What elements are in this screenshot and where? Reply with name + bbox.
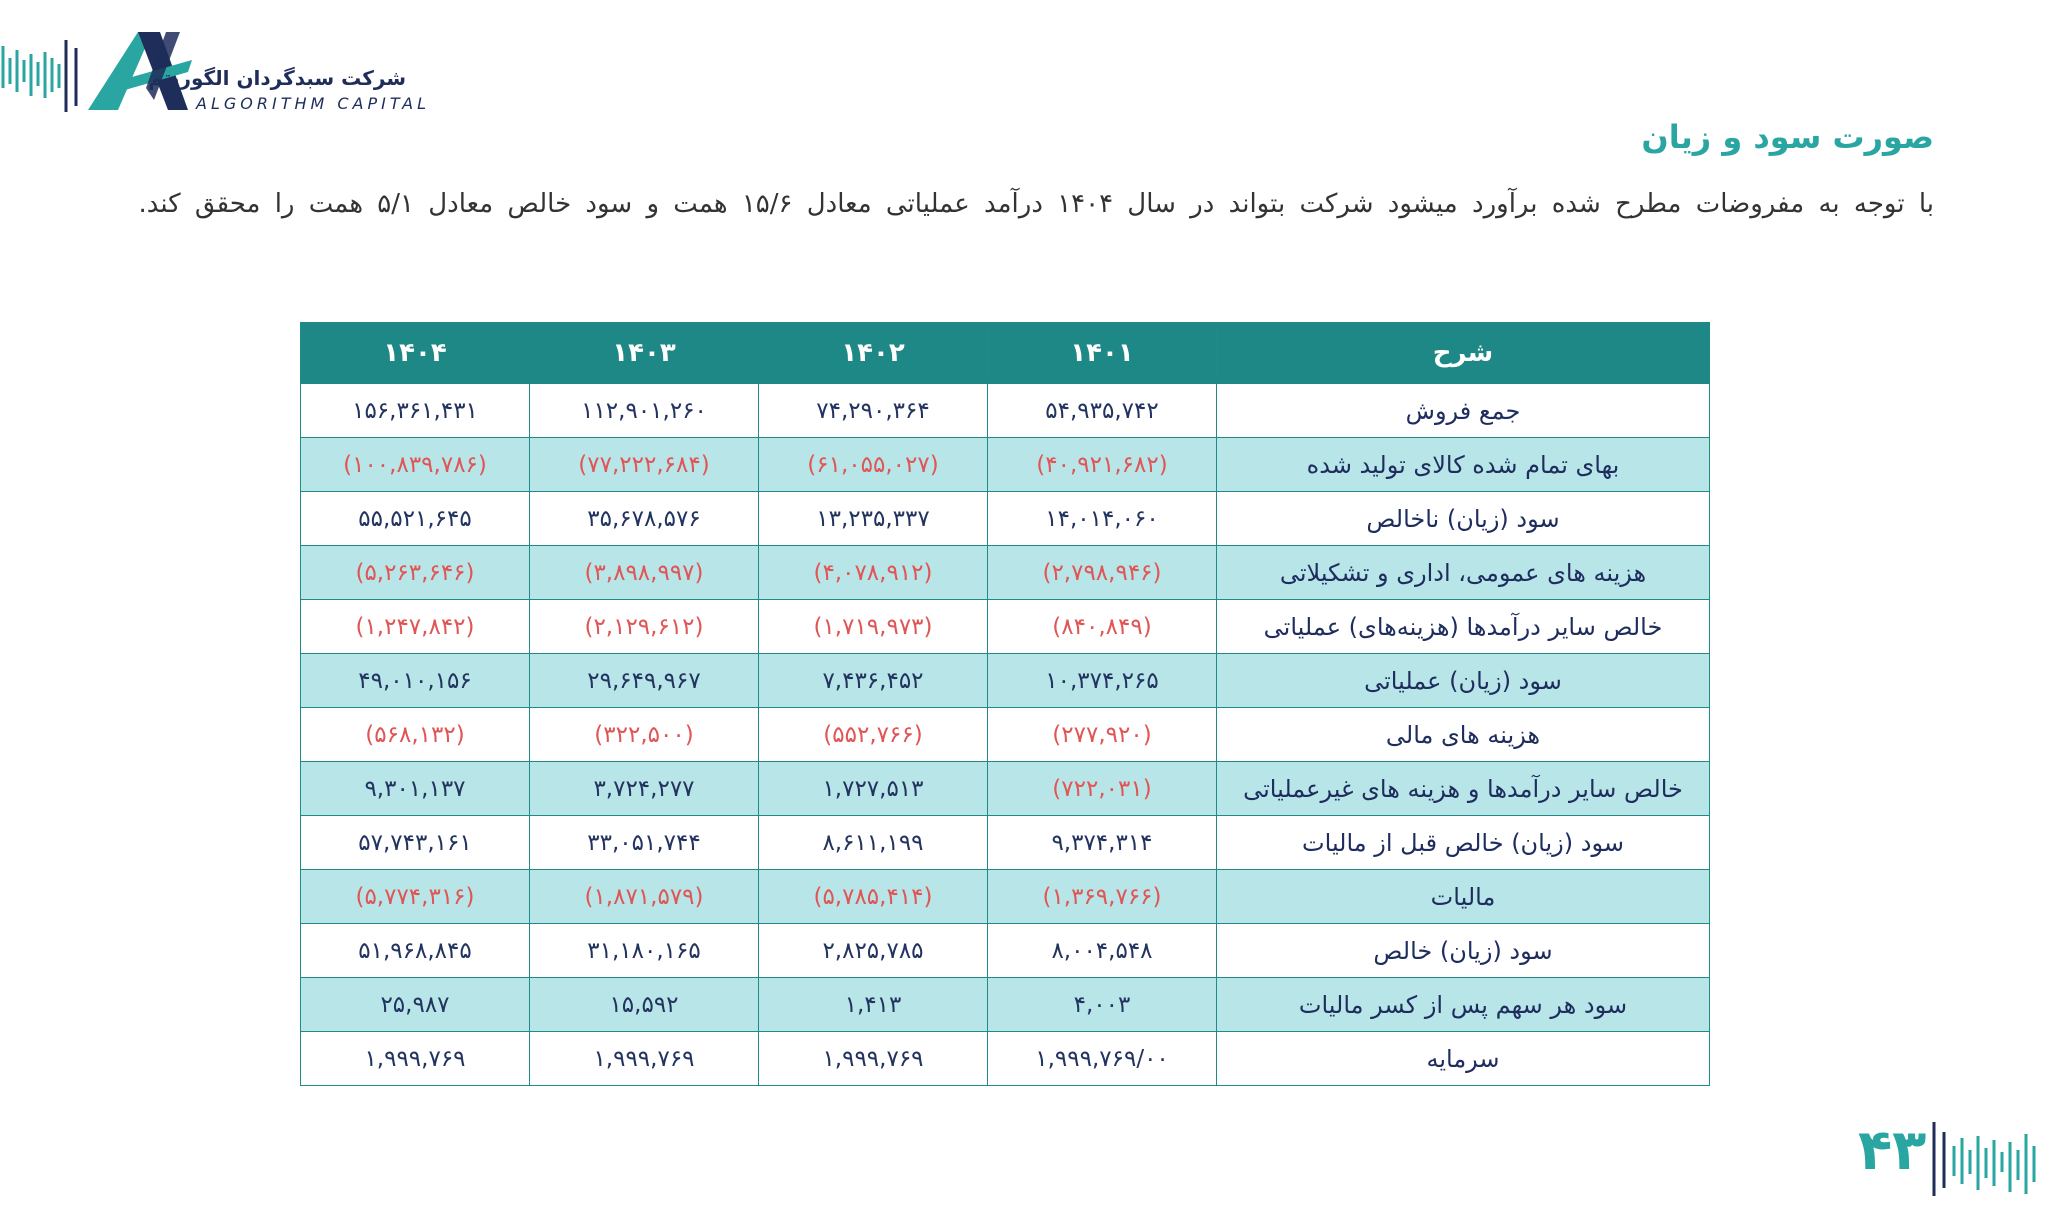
row-value: (۵۵۲,۷۶۶) bbox=[759, 708, 988, 762]
row-value: (۷۷,۲۲۲,۶۸۴) bbox=[530, 438, 759, 492]
row-value: (۷۲۲,۰۳۱) bbox=[988, 762, 1217, 816]
sound-bars-icon bbox=[1930, 1120, 2045, 1200]
table-row bbox=[301, 546, 1710, 600]
table-row bbox=[301, 816, 1710, 870]
row-value: (۴۰,۹۲۱,۶۸۲) bbox=[988, 438, 1217, 492]
row-value: ۲۹,۶۴۹,۹۶۷ bbox=[530, 654, 759, 708]
company-name-en: ALGORITHM CAPITAL bbox=[196, 94, 431, 113]
row-label: سود (زیان) ناخالص bbox=[1217, 492, 1710, 546]
row-value: ۷,۴۳۶,۴۵۲ bbox=[759, 654, 988, 708]
table-row bbox=[301, 1032, 1710, 1086]
table-header-row bbox=[301, 323, 1710, 384]
row-value: (۵,۷۷۴,۳۱۶) bbox=[301, 870, 530, 924]
row-value: (۱,۷۱۹,۹۷۳) bbox=[759, 600, 988, 654]
row-label: سود (زیان) عملیاتی bbox=[1217, 654, 1710, 708]
row-label: خالص سایر درآمدها و هزینه های غیرعملیاتی bbox=[1217, 762, 1710, 816]
header-year: ۱۴۰۳ bbox=[530, 323, 759, 384]
table-row bbox=[301, 978, 1710, 1032]
row-value: ۸,۶۱۱,۱۹۹ bbox=[759, 816, 988, 870]
row-label: جمع فروش bbox=[1217, 384, 1710, 438]
row-value: ۲,۸۲۵,۷۸۵ bbox=[759, 924, 988, 978]
page-number: ۴۳ bbox=[1858, 1118, 1927, 1183]
row-value: ۱۱۲,۹۰۱,۲۶۰ bbox=[530, 384, 759, 438]
table-row bbox=[301, 438, 1710, 492]
row-value: (۱,۳۶۹,۷۶۶) bbox=[988, 870, 1217, 924]
row-value: ۹,۳۰۱,۱۳۷ bbox=[301, 762, 530, 816]
row-value: ۱۳,۲۳۵,۳۳۷ bbox=[759, 492, 988, 546]
header-description: شرح bbox=[1217, 323, 1710, 384]
row-value: ۳۳,۰۵۱,۷۴۴ bbox=[530, 816, 759, 870]
row-value: ۱,۹۹۹,۷۶۹/۰۰ bbox=[988, 1032, 1217, 1086]
row-value: ۵۷,۷۴۳,۱۶۱ bbox=[301, 816, 530, 870]
table-row bbox=[301, 384, 1710, 438]
row-value: ۹,۳۷۴,۳۱۴ bbox=[988, 816, 1217, 870]
row-value: ۵۴,۹۳۵,۷۴۲ bbox=[988, 384, 1217, 438]
row-label: مالیات bbox=[1217, 870, 1710, 924]
table-row bbox=[301, 762, 1710, 816]
row-value: (۶۱,۰۵۵,۰۲۷) bbox=[759, 438, 988, 492]
row-value: (۵,۷۸۵,۴۱۴) bbox=[759, 870, 988, 924]
row-value: (۲۷۷,۹۲۰) bbox=[988, 708, 1217, 762]
row-value: ۱,۹۹۹,۷۶۹ bbox=[759, 1032, 988, 1086]
row-label: سرمایه bbox=[1217, 1032, 1710, 1086]
row-value: ۱۵,۵۹۲ bbox=[530, 978, 759, 1032]
table-row bbox=[301, 492, 1710, 546]
row-value: ۱,۹۹۹,۷۶۹ bbox=[530, 1032, 759, 1086]
row-value: ۸,۰۰۴,۵۴۸ bbox=[988, 924, 1217, 978]
sound-bars-icon bbox=[0, 36, 88, 114]
row-value: ۱,۹۹۹,۷۶۹ bbox=[301, 1032, 530, 1086]
row-label: سود (زیان) خالص قبل از مالیات bbox=[1217, 816, 1710, 870]
row-value: ۱,۴۱۳ bbox=[759, 978, 988, 1032]
row-value: (۸۴۰,۸۴۹) bbox=[988, 600, 1217, 654]
header-year: ۱۴۰۲ bbox=[759, 323, 988, 384]
company-logo bbox=[0, 30, 431, 120]
row-value: (۳۲۲,۵۰۰) bbox=[530, 708, 759, 762]
header-year: ۱۴۰۴ bbox=[301, 323, 530, 384]
table-row bbox=[301, 600, 1710, 654]
row-value: (۲,۷۹۸,۹۴۶) bbox=[988, 546, 1217, 600]
row-value: ۷۴,۲۹۰,۳۶۴ bbox=[759, 384, 988, 438]
row-value: ۴,۰۰۳ bbox=[988, 978, 1217, 1032]
intro-paragraph: با توجه به مفروضات مطرح شده برآورد میشود شرکت بتواند در سال ۱۴۰۴ درآمد عملیاتی معادل ۱۵/۶ همت و سود خالص معادل ۵/۱ همت را محقق کند. bbox=[138, 189, 1934, 219]
row-value: (۱۰۰,۸۳۹,۷۸۶) bbox=[301, 438, 530, 492]
page-title: صورت سود و زیان bbox=[1641, 118, 1934, 156]
row-value: ۲۵,۹۸۷ bbox=[301, 978, 530, 1032]
row-label: هزینه های عمومی، اداری و تشکیلاتی bbox=[1217, 546, 1710, 600]
row-value: ۱۰,۳۷۴,۲۶۵ bbox=[988, 654, 1217, 708]
row-value: (۲,۱۲۹,۶۱۲) bbox=[530, 600, 759, 654]
row-value: ۳,۷۲۴,۲۷۷ bbox=[530, 762, 759, 816]
row-value: ۳۵,۶۷۸,۵۷۶ bbox=[530, 492, 759, 546]
row-value: (۵,۲۶۳,۶۴۶) bbox=[301, 546, 530, 600]
row-value: (۱,۲۴۷,۸۴۲) bbox=[301, 600, 530, 654]
row-value: ۳۱,۱۸۰,۱۶۵ bbox=[530, 924, 759, 978]
table-row bbox=[301, 708, 1710, 762]
row-label: هزینه های مالی bbox=[1217, 708, 1710, 762]
row-label: بهای تمام شده کالای تولید شده bbox=[1217, 438, 1710, 492]
row-label: خالص سایر درآمدها (هزینه‌های) عملیاتی bbox=[1217, 600, 1710, 654]
row-value: (۳,۸۹۸,۹۹۷) bbox=[530, 546, 759, 600]
table-row bbox=[301, 654, 1710, 708]
table-row bbox=[301, 870, 1710, 924]
company-name-fa: شرکت سبدگردان الگوریتم bbox=[148, 66, 406, 90]
row-value: ۱۵۶,۳۶۱,۴۳۱ bbox=[301, 384, 530, 438]
row-value: ۵۵,۵۲۱,۶۴۵ bbox=[301, 492, 530, 546]
row-value: ۵۱,۹۶۸,۸۴۵ bbox=[301, 924, 530, 978]
table-row bbox=[301, 924, 1710, 978]
row-value: (۴,۰۷۸,۹۱۲) bbox=[759, 546, 988, 600]
row-value: ۱۴,۰۱۴,۰۶۰ bbox=[988, 492, 1217, 546]
row-label: سود هر سهم پس از کسر مالیات bbox=[1217, 978, 1710, 1032]
profit-loss-table bbox=[300, 322, 1710, 1086]
table-body bbox=[301, 384, 1710, 1086]
header-year: ۱۴۰۱ bbox=[988, 323, 1217, 384]
row-value: (۵۶۸,۱۳۲) bbox=[301, 708, 530, 762]
row-value: (۱,۸۷۱,۵۷۹) bbox=[530, 870, 759, 924]
row-value: ۴۹,۰۱۰,۱۵۶ bbox=[301, 654, 530, 708]
row-label: سود (زیان) خالص bbox=[1217, 924, 1710, 978]
row-value: ۱,۷۲۷,۵۱۳ bbox=[759, 762, 988, 816]
